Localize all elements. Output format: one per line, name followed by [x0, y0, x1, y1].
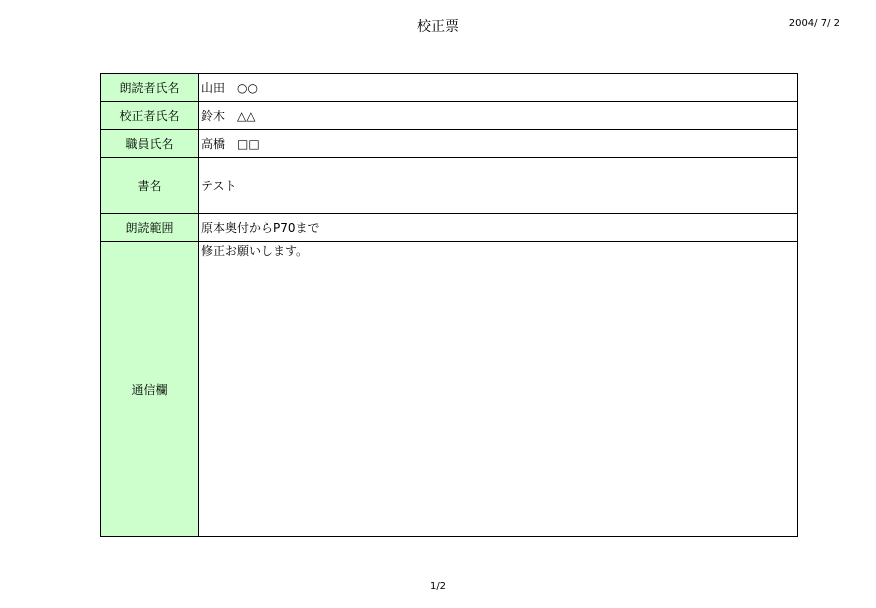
reader-name-row	[101, 74, 798, 102]
reading-range-value[interactable]: 原本奥付からP70まで	[199, 214, 798, 242]
staff-name-value[interactable]: 高橋 □□	[199, 130, 798, 158]
staff-name-row	[101, 130, 798, 158]
proofreader-name-row	[101, 102, 798, 130]
staff-name-label: 職員氏名	[101, 130, 199, 158]
document-date: 2004/ 7/ 2	[788, 18, 840, 29]
proofreader-name-value[interactable]: 鈴木 △△	[199, 102, 798, 130]
book-title-row	[101, 158, 798, 214]
page-number: 1/2	[429, 581, 447, 592]
book-title-value[interactable]: テスト	[199, 158, 798, 214]
communication-label: 通信欄	[101, 242, 199, 537]
reading-range-label: 朗読範囲	[101, 214, 199, 242]
proofreading-form-table	[100, 73, 798, 537]
reader-name-label: 朗読者氏名	[101, 74, 199, 102]
communication-row	[101, 242, 798, 537]
communication-value[interactable]: 修正お願いします。	[199, 242, 798, 537]
page-title: 校正票	[417, 19, 459, 35]
book-title-label: 書名	[101, 158, 199, 214]
reader-name-value[interactable]: 山田 ○○	[199, 74, 798, 102]
reading-range-row	[101, 214, 798, 242]
proofreader-name-label: 校正者氏名	[101, 102, 199, 130]
